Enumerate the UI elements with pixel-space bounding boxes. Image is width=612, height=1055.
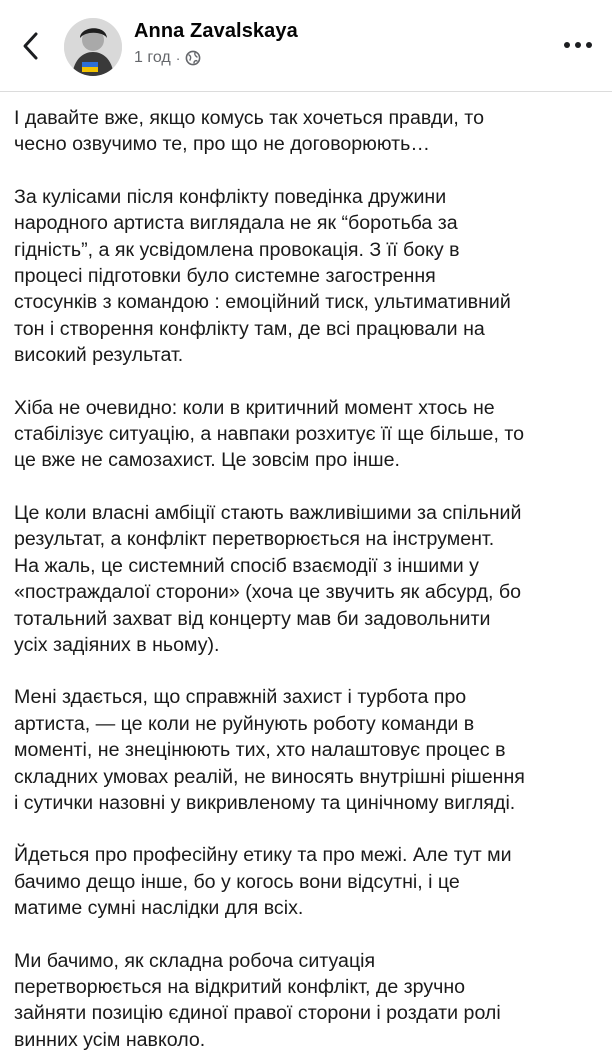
- post-paragraph: Це коли власні амбіції стають важливішими за спільний результат, а конфлікт перетворюється на інструмент. На жаль, це системний спосіб взаємодії з іншими у «постраждалої сторони» (хоча це звучить як абсурд, бо тотальний захват від концерту мав би задовольнити усіх задіяних в ньому).: [14, 501, 522, 656]
- globe-icon: [185, 50, 201, 66]
- post-paragraph: Ми бачимо, як складна робоча ситуація перетворюється на відкритий конфлікт, де зручно зайняти позицію єдиної правої сторони і роздати ролі винних усім навколо.: [14, 949, 501, 1051]
- post-header: [0, 0, 612, 92]
- post-meta: [134, 49, 201, 67]
- more-options-button[interactable]: [558, 30, 598, 60]
- post-paragraph: Йдеться про професійну етику та про межі. Але тут ми бачимо дещо інше, бо у когось вони відсутні, і це матиме сумні наслідки для всіх.: [14, 844, 512, 920]
- chevron-left-icon: [21, 31, 39, 61]
- post-paragraph: Мені здається, що справжній захист і турбота про артиста, — це коли не руйнують роботу команди в моменті, не знецінюють тих, хто налаштовує процес в складних умовах реалій, не виносять внутрішні рішення і сутички назовні у викривленому та цинічному вигляді.: [14, 686, 525, 814]
- author-name[interactable]: Anna Zavalskaya: [134, 20, 298, 42]
- more-dots-icon: [564, 42, 570, 48]
- post-paragraph: І давайте вже, якщо комусь так хочеться правди, то чесно озвучимо те, про що не договорюють…: [14, 107, 484, 156]
- post-time[interactable]: 1 год: [134, 49, 171, 66]
- avatar-image: [64, 18, 122, 76]
- post-paragraph: Хіба не очевидно: коли в критичний момент хтось не стабілізує ситуацію, а навпаки розхитує її ще більше, то це вже не самозахист. Це зовсім про інше.: [14, 396, 524, 472]
- post-text: [0, 92, 612, 1053]
- avatar[interactable]: [64, 18, 122, 76]
- post-paragraph: За кулісами після конфлікту поведінка дружини народного артиста виглядала не як “боротьба за гідність”, а як усвідомлена провокація. З її боку в процесі підготовки було системне загострення стосунків з командою : емоційний тиск, ультимативний тон і створення конфлікту там, де всі працювали на високий результат.: [14, 185, 511, 367]
- back-button[interactable]: [14, 28, 46, 64]
- meta-separator: ·: [175, 50, 181, 66]
